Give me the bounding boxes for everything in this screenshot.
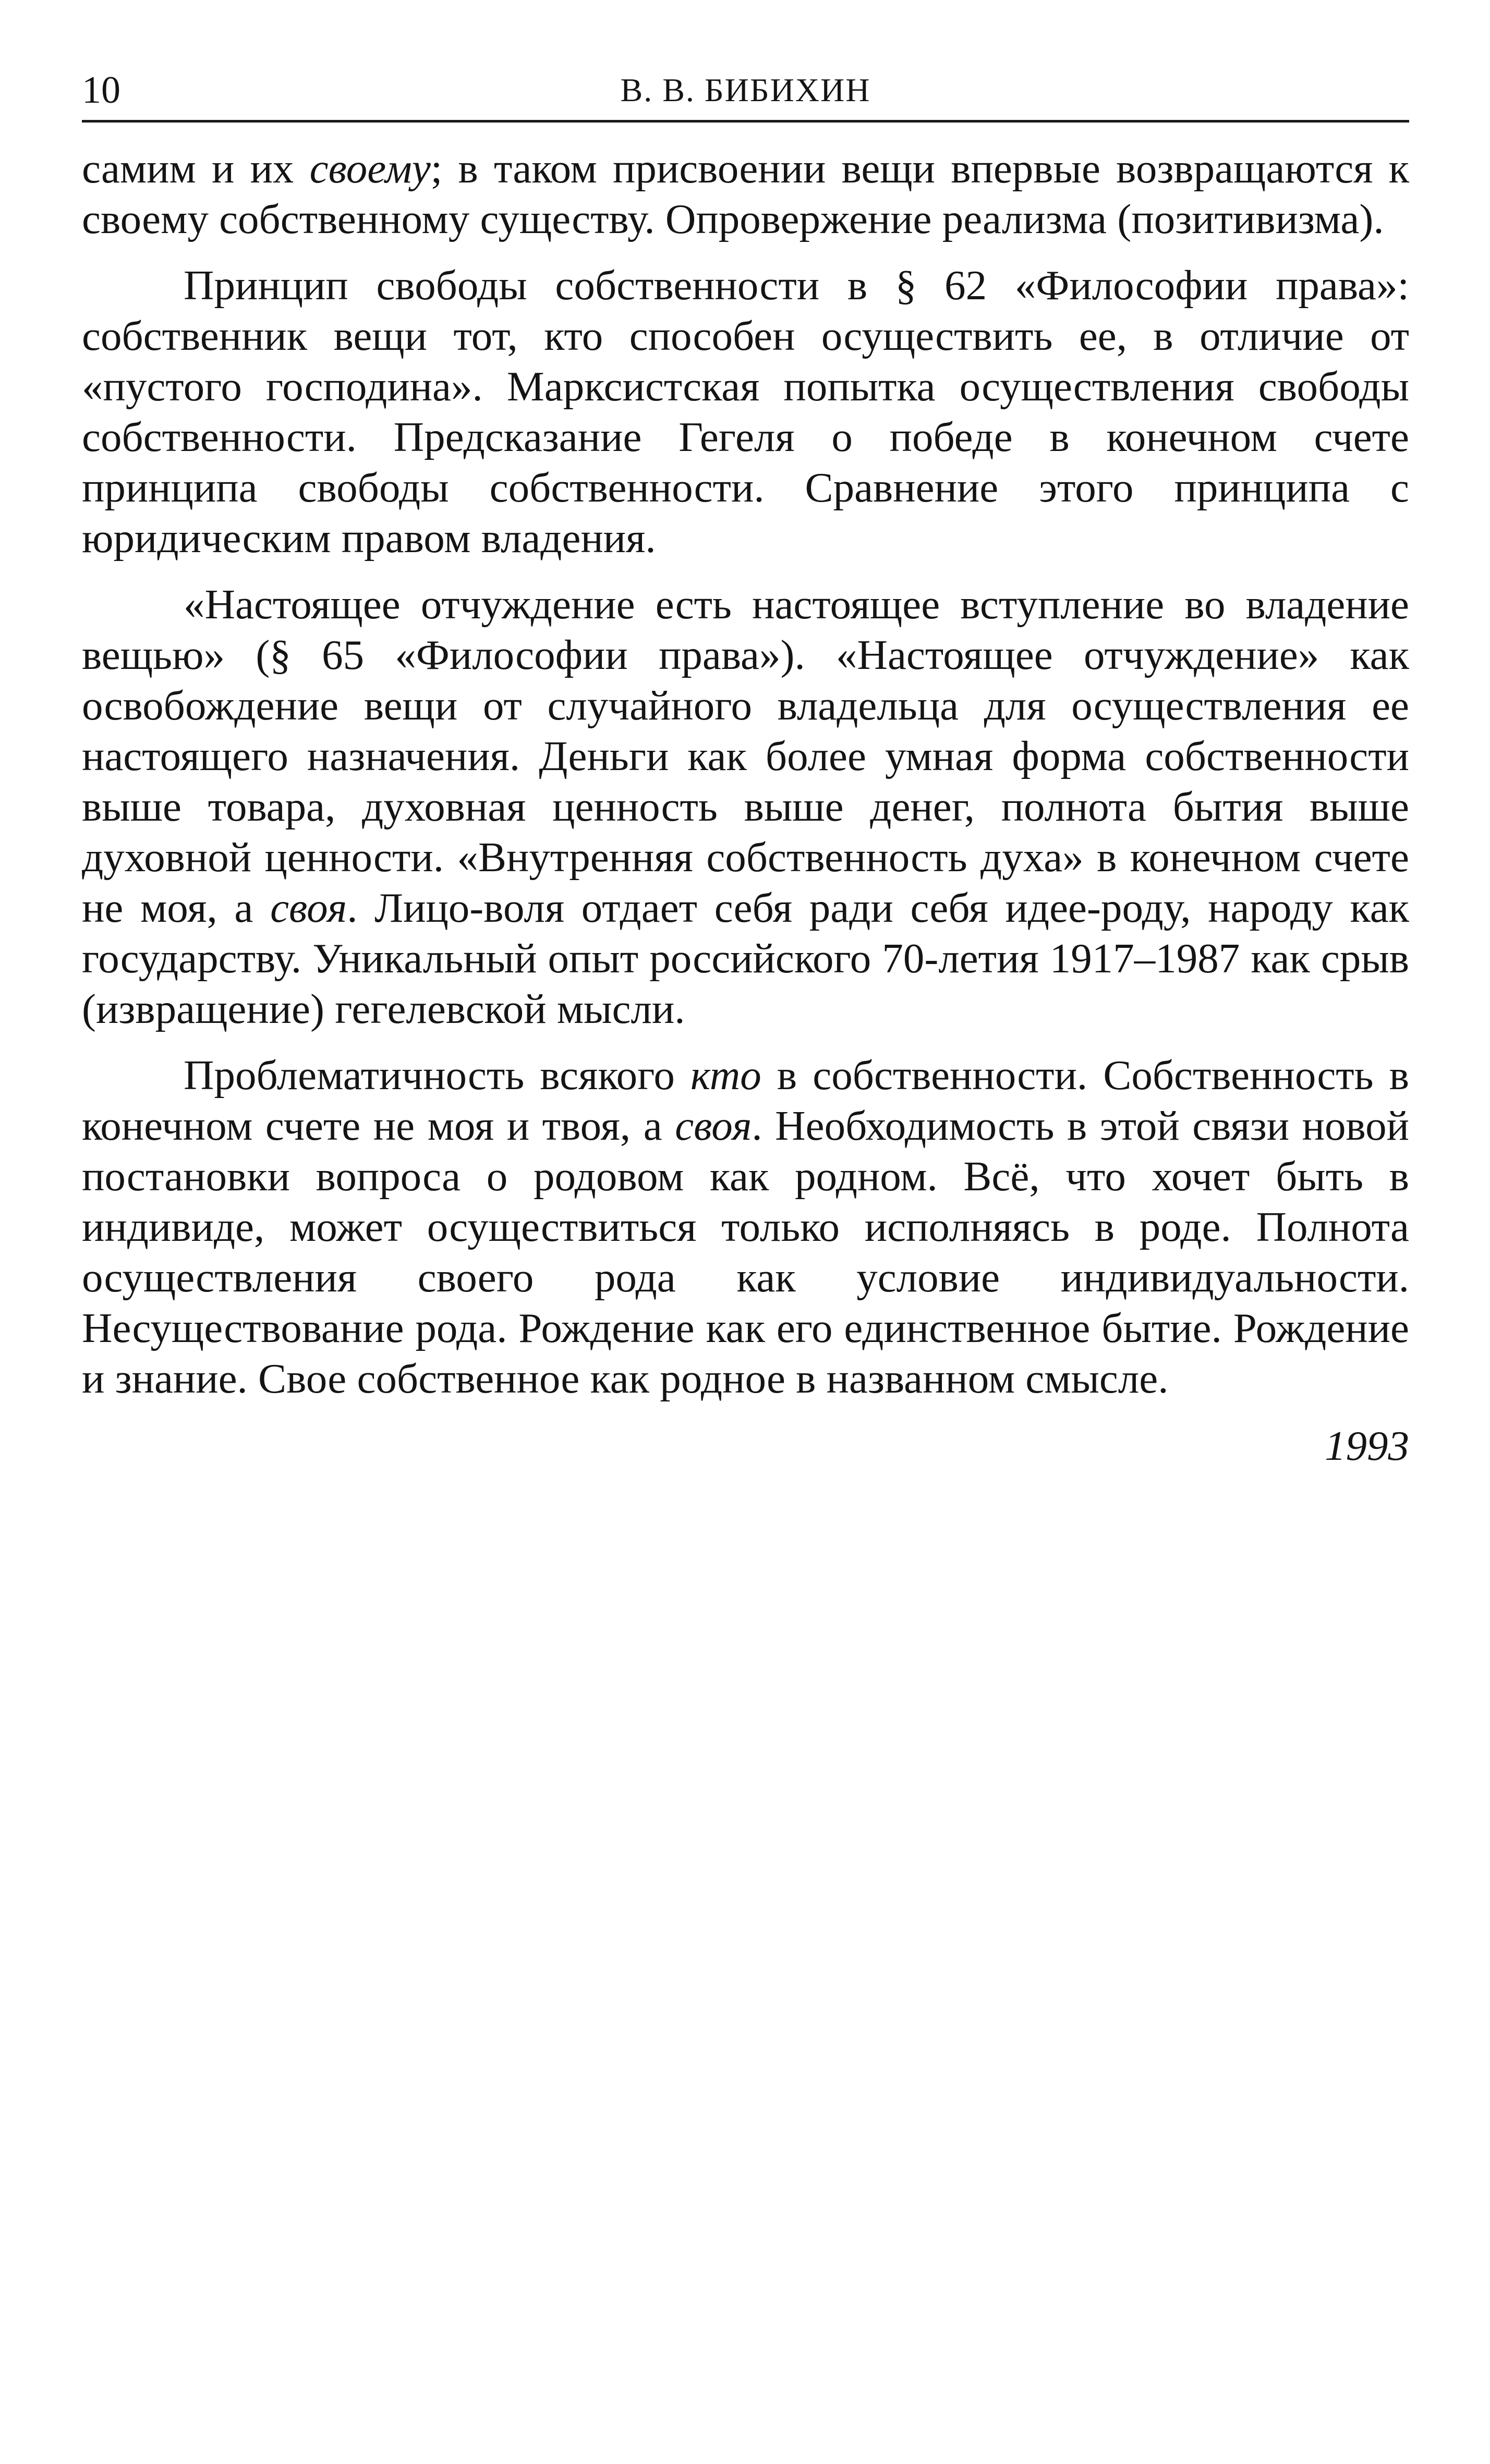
running-head [82, 63, 1409, 123]
paragraph-2 [82, 260, 1409, 564]
page-number: 10 [82, 69, 120, 112]
paragraph-4-run-1: Проблематичность всякого [184, 1052, 691, 1099]
paragraph-3-run-2-italic: своя [270, 884, 347, 931]
paragraph-1 [82, 143, 1409, 245]
paragraph-4 [82, 1050, 1409, 1404]
paragraph-4-run-3: в собственности. Собственность в конечном счете не моя и твоя, а [82, 1052, 1410, 1149]
paragraph-1-run-1: самим и их [82, 145, 310, 192]
book-page [82, 63, 1409, 1472]
body-text [82, 143, 1409, 1472]
paragraph-2-run-1: Принцип свободы собственности в § 62 «Философии права»: собственник вещи тот, кто способен осуществить ее, в отличие от «пустого господина». Марксистская попытка осуществления свободы собственности. Предсказание Гегеля о победе в конечном счете принципа свободы собственности. Сравнение этого принципа с юридическим правом владения. [82, 262, 1409, 562]
paragraph-1-run-3: ; в таком присвоении вещи впервые возвращаются к своему собственному существу. Опровержение реализма (позитивизма). [82, 145, 1409, 242]
header-author: В. В. БИБИХИН [620, 71, 871, 108]
paragraph-3 [82, 579, 1409, 1034]
paragraph-4-run-2-italic: кто [690, 1052, 761, 1099]
paragraph-4-run-4-italic: своя [675, 1102, 752, 1149]
paragraph-1-run-2-italic: своему [309, 145, 431, 192]
paragraph-3-run-1: «Настоящее отчуждение есть настоящее вступление во владение вещью» (§ 65 «Философии права»). «Настоящее отчуждение» как освобождение вещи от случайного владельца для осуществления ее настоящего назначения. Деньги как более умная форма собственности выше товара, духовная ценность выше денег, полнота бытия выше духовной ценности. «Внутренняя собственность духа» в конечном счете не моя, а [82, 581, 1409, 931]
essay-date: 1993 [1325, 1422, 1409, 1469]
paragraph-4-run-5: . Необходимость в этой связи новой постановки вопроса о родовом как родном. Всё, что хочет быть в индивиде, может осуществиться только исполняясь в роде. Полнота осуществления своего рода как условие индивидуальности. Несуществование рода. Рождение как его единственное бытие. Рождение и знание. Свое собственное как родное в названном смысле. [82, 1102, 1409, 1402]
paragraph-3-run-3: . Лицо-воля отдает себя ради себя идее-роду, народу как государству. Уникальный опыт российского 70-летия 1917–1987 как срыв (извращение) гегелевской мысли. [82, 884, 1409, 1032]
